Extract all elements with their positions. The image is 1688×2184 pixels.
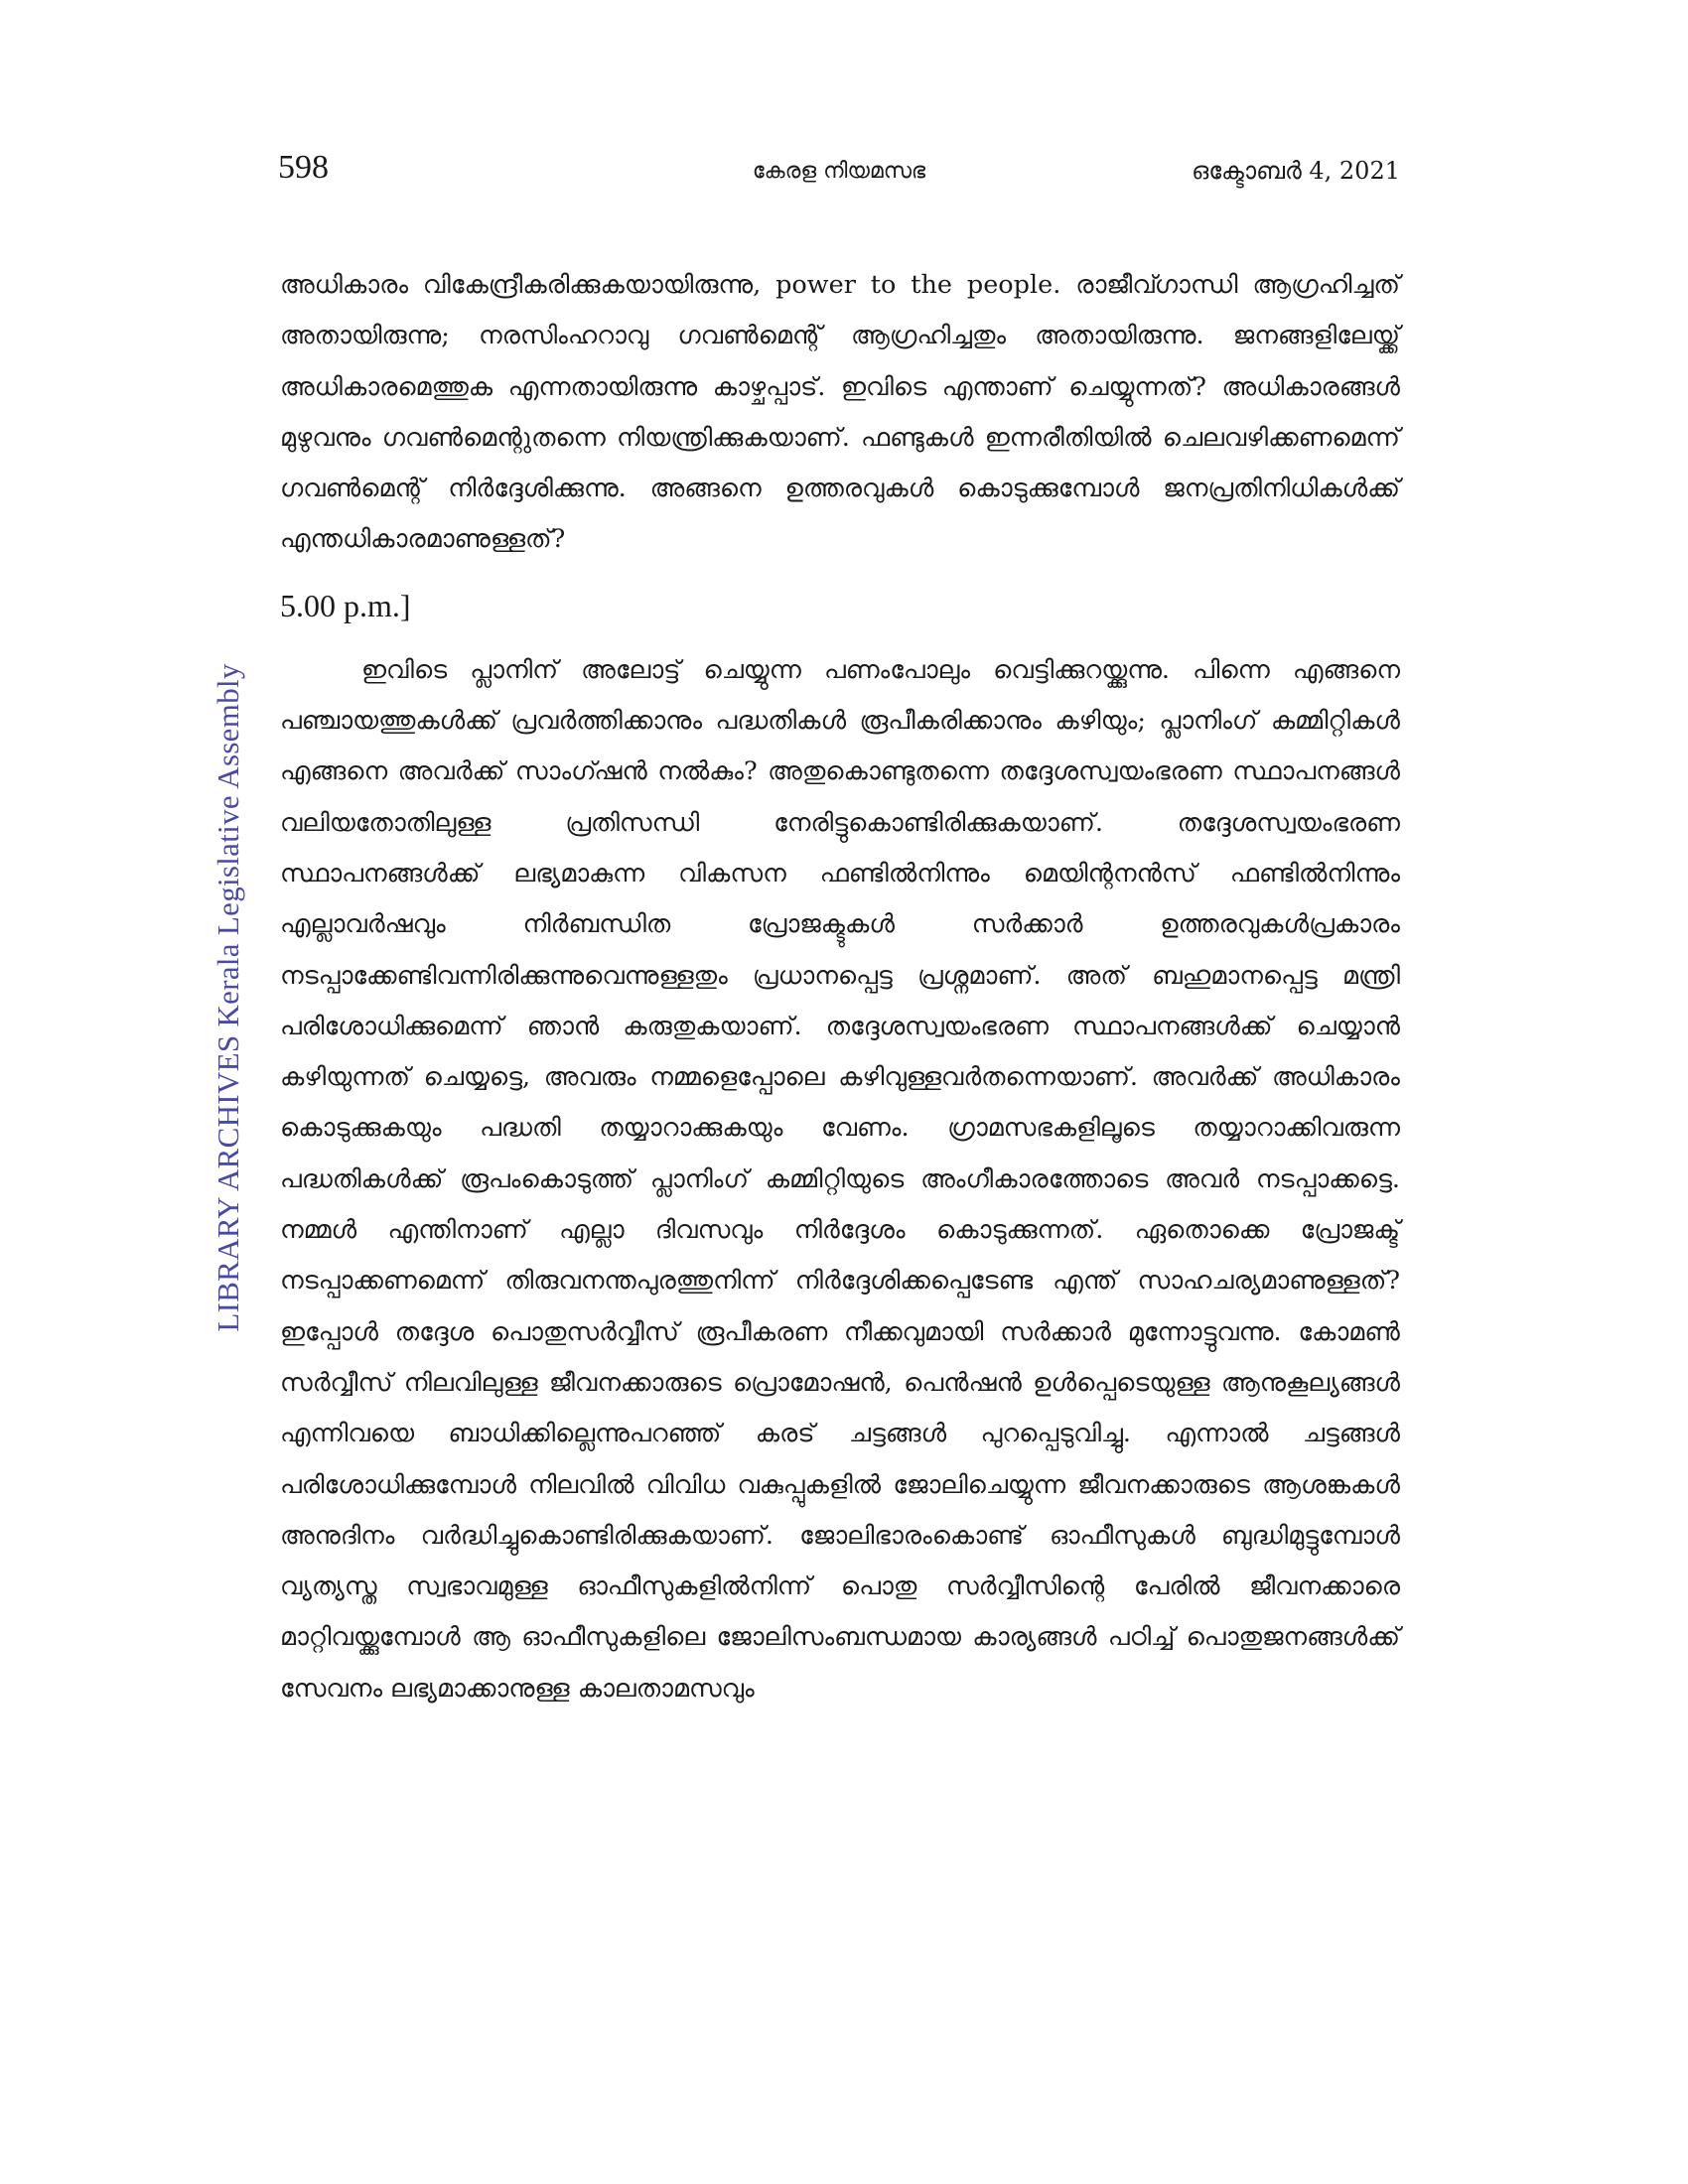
archive-watermark: LIBRARY ARCHIVES Kerala Legislative Assembly — [211, 663, 245, 1332]
paragraph-1: അധികാരം വികേന്ദ്രീകരിക്കുകയായിരുന്നു, power to the people. രാജീവ്ഗാന്ധി ആഗ്രഹിച്ചത് അതായിരുന്നു; നരസിംഹറാവു ഗവൺമെന്റ് ആഗ്രഹിച്ചതും അതായിരുന്നു. ജനങ്ങളിലേയ്ക്ക് അധികാരമെത്തുക എന്നതായിരുന്നു കാഴ്ചപ്പാട്. ഇവിടെ എന്താണ് ചെയ്യുന്നത്? അധികാരങ്ങൾ മുഴുവനും ഗവൺമെന്റുതന്നെ നിയന്ത്രിക്കുകയാണ്. ഫണ്ടുകൾ ഇന്നരീതിയിൽ ചെലവഴിക്കണമെന്ന് ഗവൺമെന്റ് നിർദ്ദേശിക്കുന്നു. അങ്ങനെ ഉത്തരവുകൾ കൊടുക്കുമ്പോൾ ജനപ്രതിനിധികൾക്ക് എന്തധികാരമാണുള്ളത്? — [280, 270, 1400, 555]
page-body — [280, 260, 1400, 1714]
header-title: കേരള നിയമസഭ — [752, 159, 926, 184]
paragraph-2: ഇവിടെ പ്ലാനിന് അലോട്ട് ചെയ്യുന്ന പണംപോലും വെട്ടിക്കുറയ്ക്കുന്നു. പിന്നെ എങ്ങനെ പഞ്ചായത്തുകൾക്ക് പ്രവർത്തിക്കാനും പദ്ധതികൾ രൂപീകരിക്കാനും കഴിയും; പ്ലാനിംഗ് കമ്മിറ്റികൾ എങ്ങനെ അവർക്ക് സാംഗ്ഷൻ നൽകും? അതുകൊണ്ടുതന്നെ തദ്ദേശസ്വയംഭരണ സ്ഥാപനങ്ങൾ വലിയതോതിലുള്ള പ്രതിസന്ധി നേരിട്ടുകൊണ്ടിരിക്കുകയാണ്. തദ്ദേശസ്വയംഭരണ സ്ഥാപനങ്ങൾക്ക് ലഭ്യമാകുന്ന വികസന ഫണ്ടിൽനിന്നും മെയിന്റനൻസ് ഫണ്ടിൽനിന്നും എല്ലാവർഷവും നിർബന്ധിത പ്രോജക്ടുകൾ സർക്കാർ ഉത്തരവുകൾപ്രകാരം നടപ്പാക്കേണ്ടിവന്നിരിക്കുന്നുവെന്നുള്ളതും പ്രധാനപ്പെട്ട പ്രശ്നമാണ്. അത് ബഹുമാനപ്പെട്ട മന്ത്രി പരിശോധിക്കുമെന്ന് ഞാൻ കരുതുകയാണ്. തദ്ദേശസ്വയംഭരണ സ്ഥാപനങ്ങൾക്ക് ചെയ്യാൻ കഴിയുന്നത് ചെയ്യട്ടെ, അവരും നമ്മളെപ്പോലെ കഴിവുള്ളവർതന്നെയാണ്. അവർക്ക് അധികാരം കൊടുക്കുകയും പദ്ധതി തയ്യാറാക്കുകയും വേണം. ഗ്രാമസഭകളിലൂടെ തയ്യാറാക്കിവരുന്ന പദ്ധതികൾക്ക് രൂപംകൊടുത്ത് പ്ലാനിംഗ് കമ്മിറ്റിയുടെ അംഗീകാരത്തോടെ അവർ നടപ്പാക്കട്ടെ. നമ്മൾ എന്തിനാണ് എല്ലാ ദിവസവും നിർദ്ദേശം കൊടുക്കുന്നത്. ഏതൊക്കെ പ്രോജക്ട് നടപ്പാക്കണമെന്ന് തിരുവനന്തപുരത്തുനിന്ന് നിർദ്ദേശിക്കപ്പെടേണ്ട എന്ത് സാഹചര്യമാണുള്ളത്? ഇപ്പോൾ തദ്ദേശ പൊതുസർവ്വീസ് രൂപീകരണ നീക്കവുമായി സർക്കാർ മുന്നോട്ടുവന്നു. കോമൺ സർവ്വീസ് നിലവിലുള്ള ജീവനക്കാരുടെ പ്രൊമോഷൻ, പെൻഷൻ ഉൾപ്പെടെയുള്ള ആനുകൂല്യങ്ങൾ എന്നിവയെ ബാധിക്കില്ലെന്നുപറഞ്ഞ് കരട് ചട്ടങ്ങൾ പുറപ്പെടുവിച്ചു. എന്നാൽ ചട്ടങ്ങൾ പരിശോധിക്കുമ്പോൾ നിലവിൽ വിവിധ വകുപ്പുകളിൽ ജോലിചെയ്യുന്ന ജീവനക്കാരുടെ ആശങ്കകൾ അനുദിനം വർദ്ധിച്ചുകൊണ്ടിരിക്കുകയാണ്. ജോലിഭാരംകൊണ്ട് ഓഫീസുകൾ ബുദ്ധിമുട്ടുമ്പോൾ വ്യത്യസ്ത സ്വഭാവമുള്ള ഓഫീസുകളിൽനിന്ന് പൊതു സർവ്വീസിന്റെ പേരിൽ ജീവനക്കാരെ മാറ്റിവയ്ക്കുമ്പോൾ ആ ഓഫീസുകളിലെ ജോലിസംബന്ധമായ കാര്യങ്ങൾ പഠിച്ച് പൊതുജനങ്ങൾക്ക് സേവനം ലഭ്യമാക്കാനുള്ള കാലതാമസവും — [280, 654, 1400, 1704]
page-number: 598 — [278, 149, 329, 186]
page-header — [278, 149, 1400, 199]
header-date: ഒക്ടോബർ 4, 2021 — [1192, 157, 1400, 185]
time-stamp: 5.00 p.m.] — [280, 587, 411, 623]
